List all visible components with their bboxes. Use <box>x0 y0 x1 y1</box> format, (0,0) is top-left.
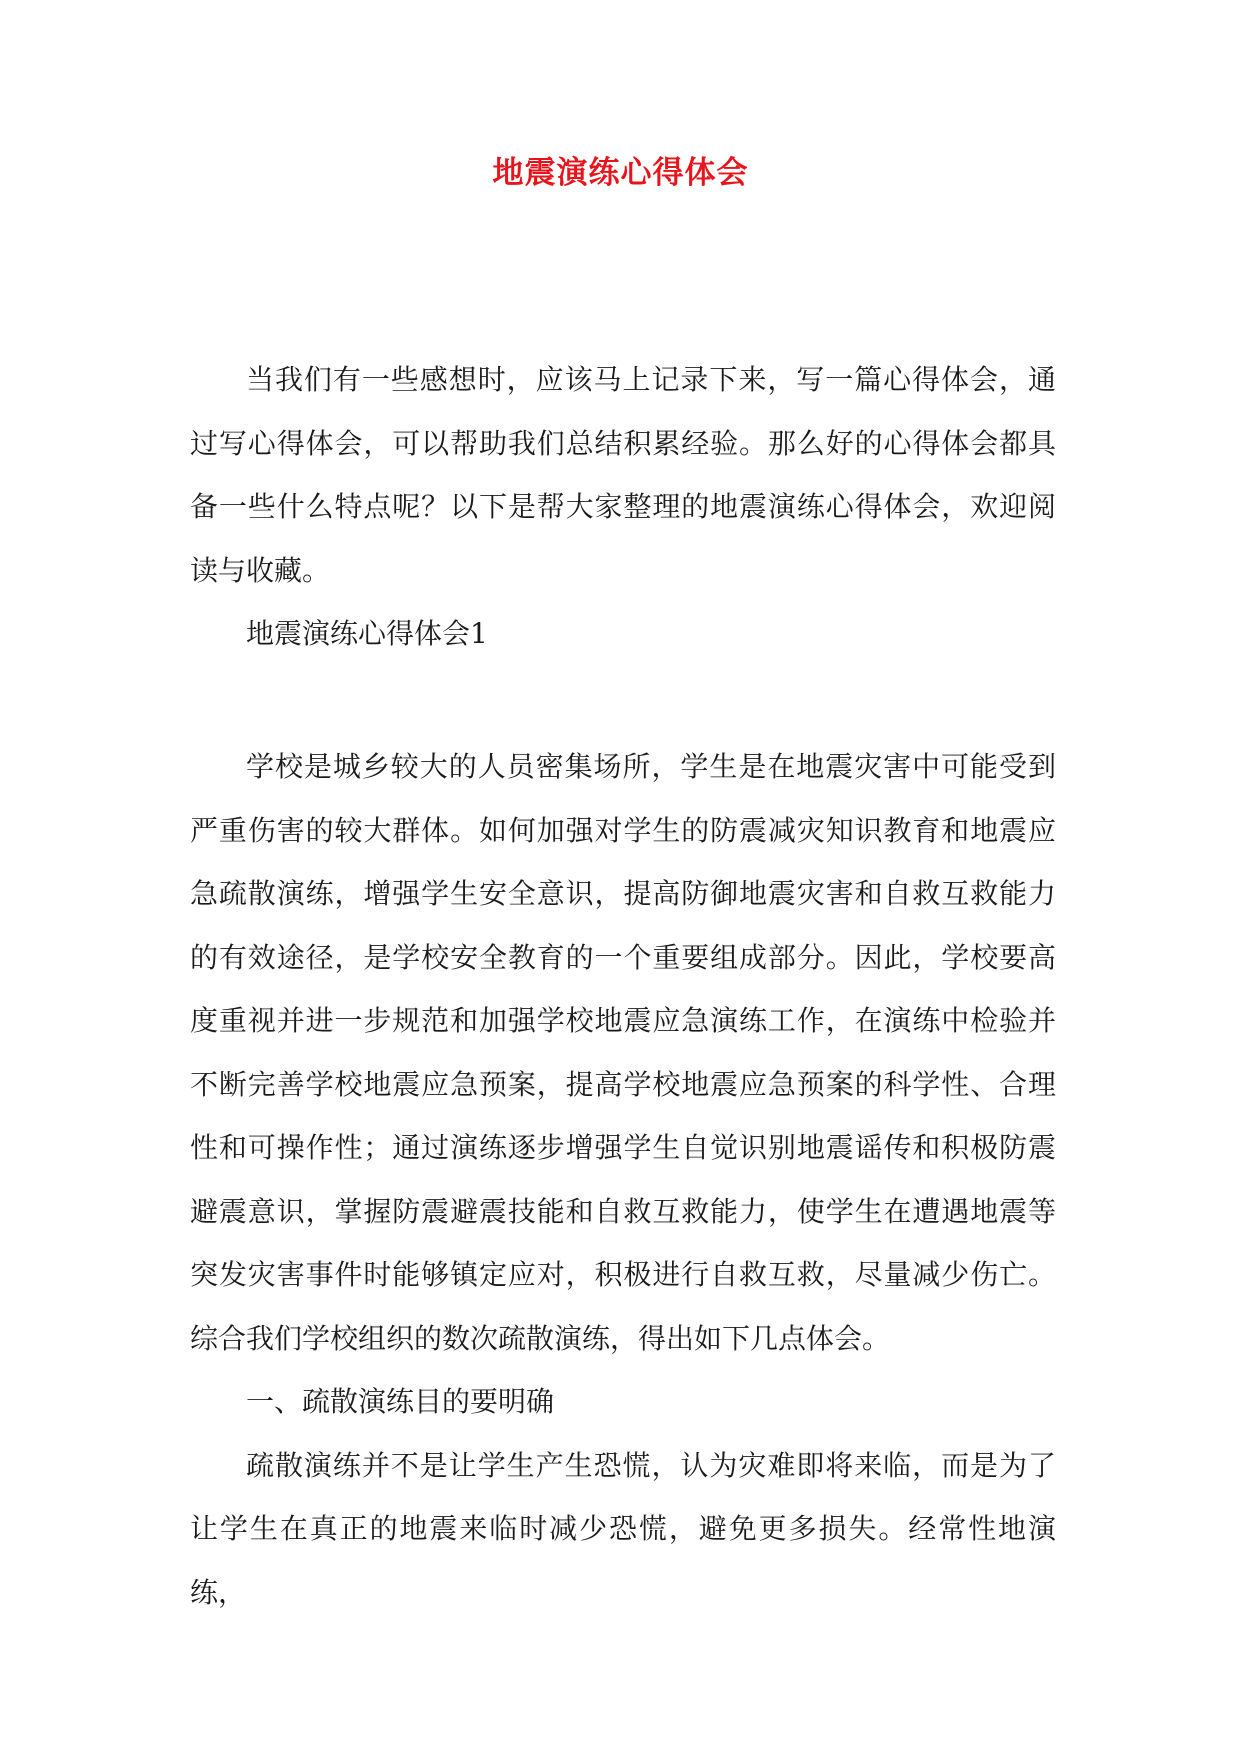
document-title: 地震演练心得体会 <box>492 155 749 191</box>
subheading-1: 一、疏散演练目的要明确 <box>246 1385 555 1418</box>
section-title-block <box>190 602 1056 666</box>
intro-block <box>190 348 1056 602</box>
body-paragraph-1: 学校是城乡较大的人员密集场所，学生是在地震灾害中可能受到严重伤害的较大群体。如何加强对学生的防震减灾知识教育和地震应急疏散演练，增强学生安全意识，提高防御地震灾害和自救互救能力的有效途径，是学校安全教育的一个重要组成部分。因此，学校要高度重视并进一步规范和加强学校地震应急演练工作，在演练中检验并不断完善学校地震应急预案，提高学校地震应急预案的科学性、合理性和可操作性；通过演练逐步增强学生自觉识别地震谣传和积极防震避震意识，掌握防震避震技能和自救互救能力，使学生在遭遇地震等突发灾害事件时能够镇定应对，积极进行自救互救，尽量减少伤亡。综合我们学校组织的数次疏散演练，得出如下几点体会。 <box>190 750 1056 1355</box>
main-content-block <box>190 735 1056 1624</box>
intro-paragraph: 当我们有一些感想时，应该马上记录下来，写一篇心得体会，通过写心得体会，可以帮助我们总结积累经验。那么好的心得体会都具备一些什么特点呢？以下是帮大家整理的地震演练心得体会，欢迎阅读与收藏。 <box>190 363 1056 587</box>
body-paragraph-2: 疏散演练并不是让学生产生恐慌，认为灾难即将来临，而是为了让学生在真正的地震来临时减少恐慌，避免更多损失。经常性地演练， <box>190 1448 1056 1609</box>
section-title: 地震演练心得体会1 <box>246 617 488 650</box>
